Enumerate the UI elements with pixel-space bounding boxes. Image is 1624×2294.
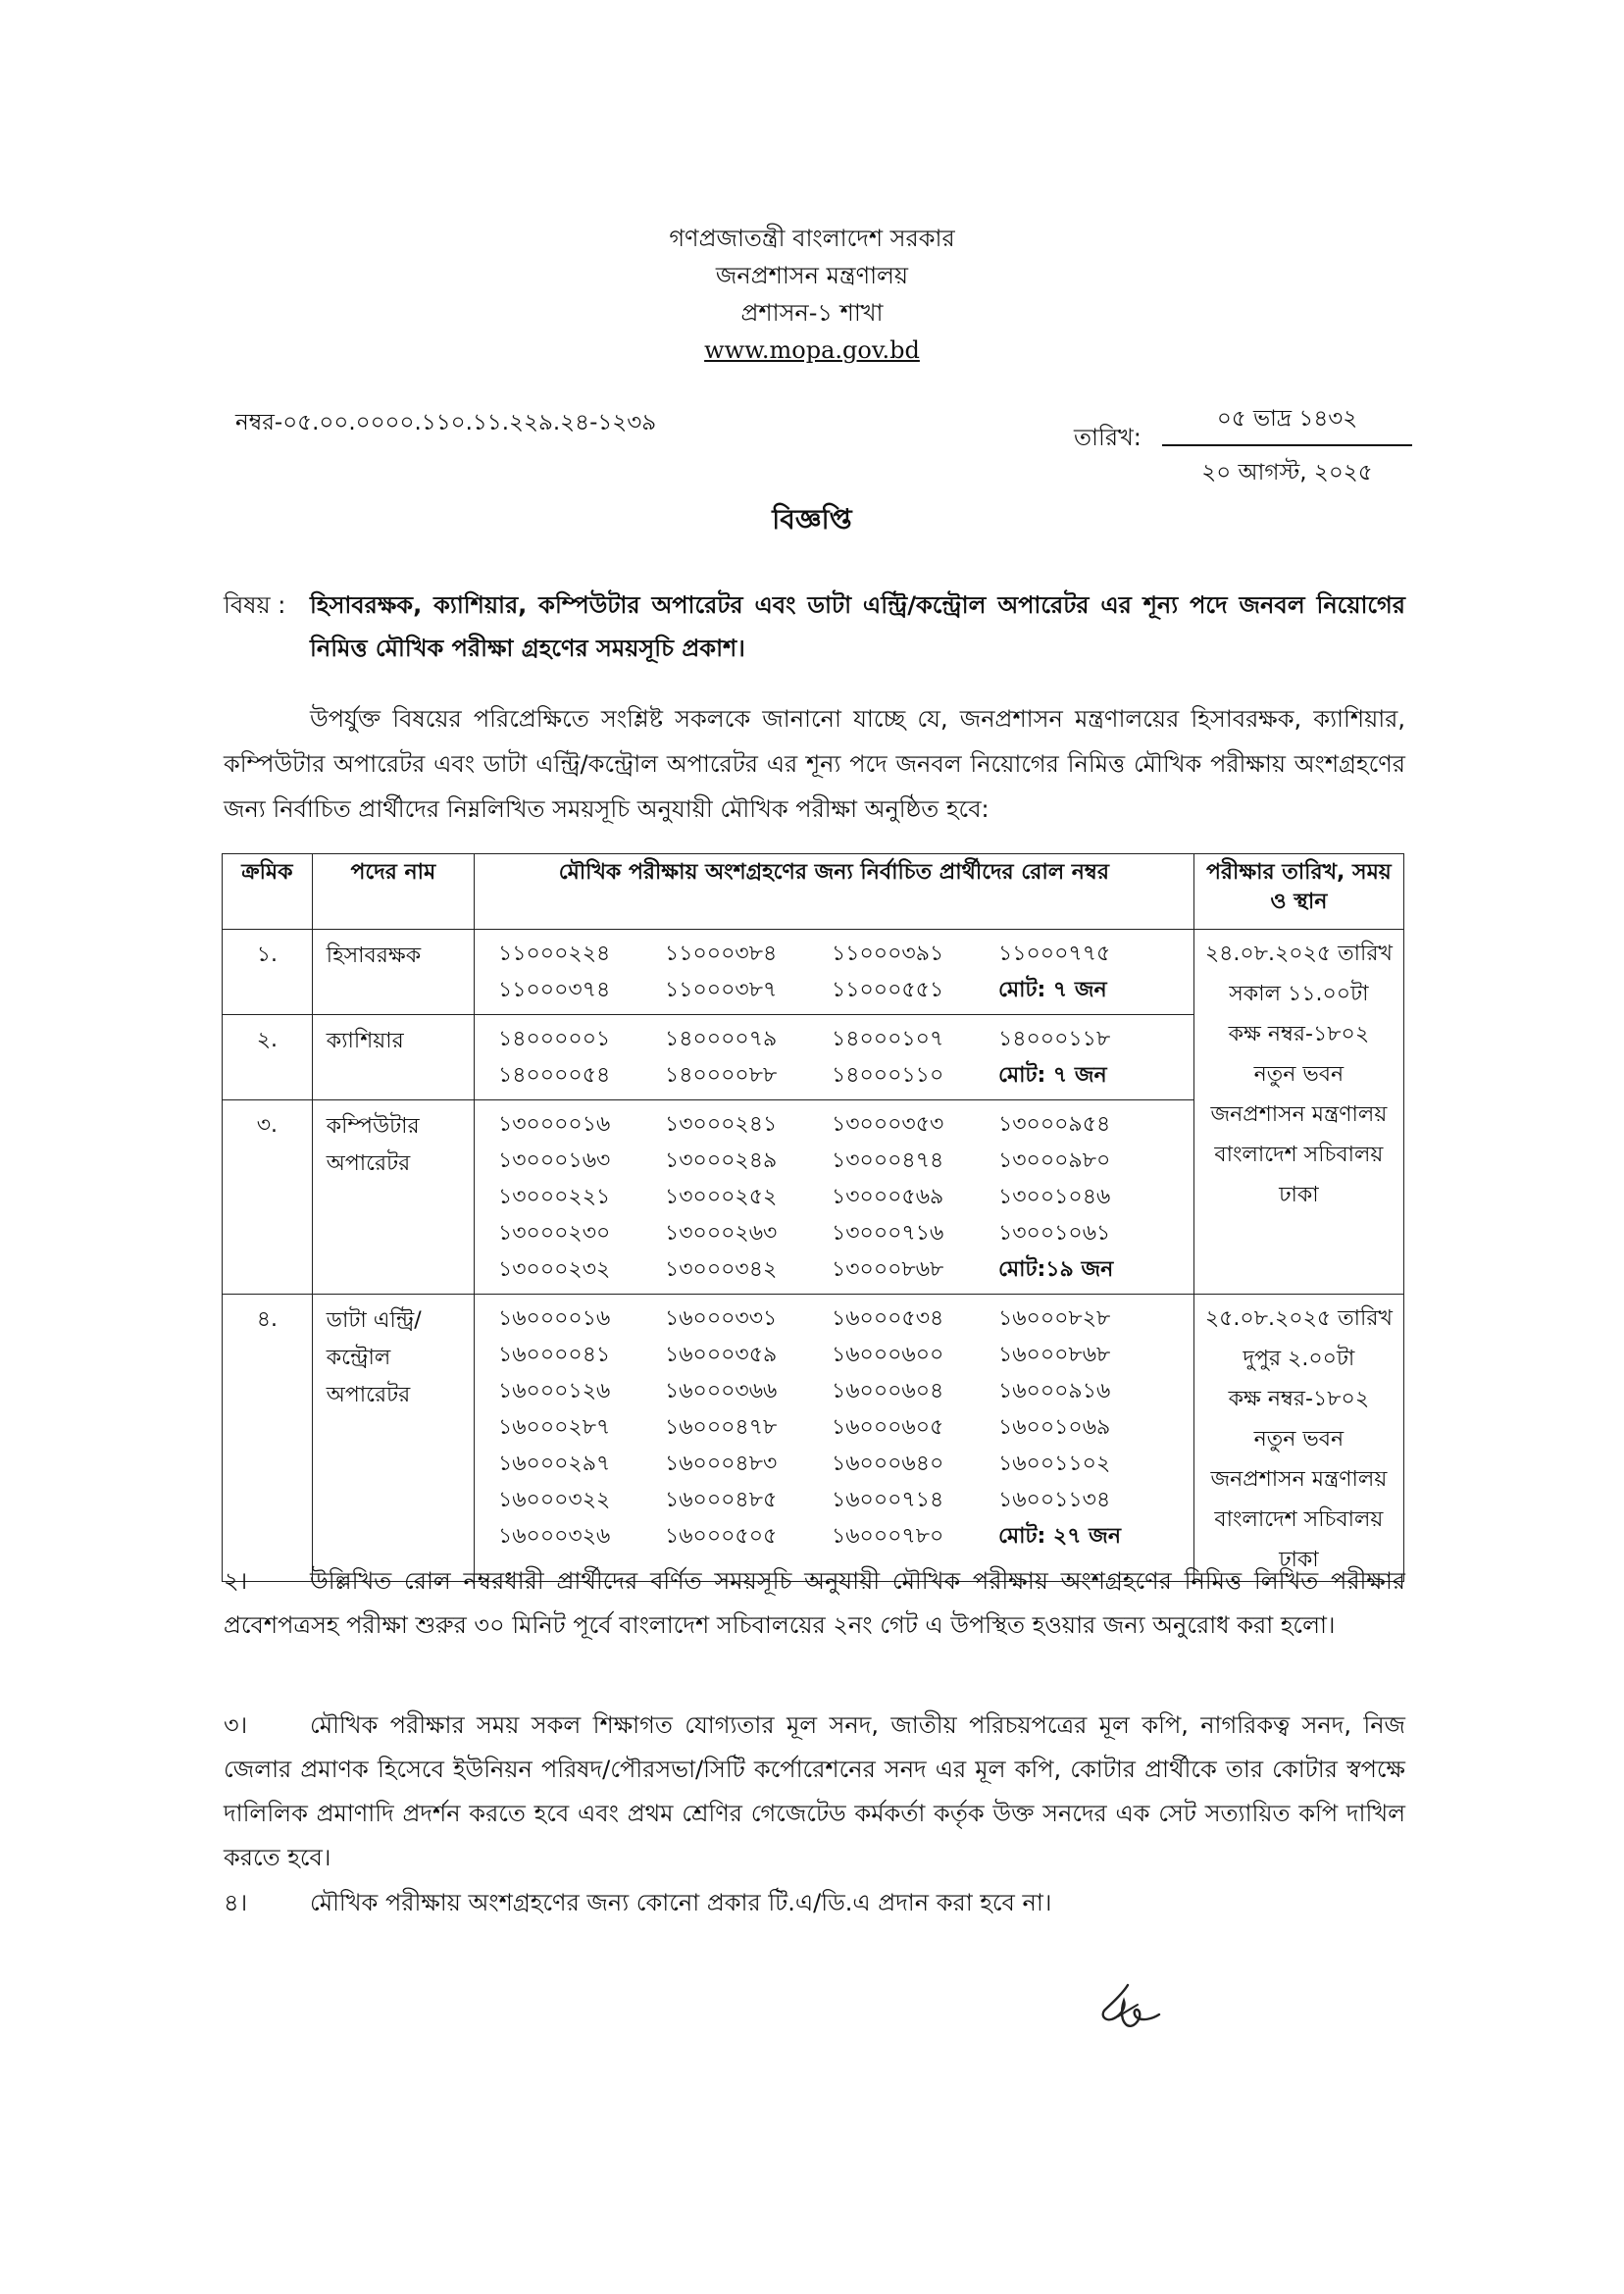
roll-number: ১৩০০০৩৫৩ bbox=[831, 1112, 944, 1137]
intro-paragraph: উপর্যুক্ত বিষয়ের পরিপ্রেক্ষিতে সংশ্লিষ্ট সকলকে জানানো যাচ্ছে যে, জনপ্রশাসন মন্ত্রণালয়ের হিসাবরক্ষক, ক্যাশিয়ার, কম্পিউটার অপারেটর এবং ডাটা এন্ট্রি/কন্ট্রোল অপারেটর এর শূন্য পদে জনবল নিয়োগের নিমিত্ত মৌখিক পরীক্ষায় অংশগ্রহণের জন্য নির্বাচিত প্রার্থীদের নিম্নলিখিত সময়সূচি অনুযায়ী মৌখিক পরীক্ষা অনুষ্ঠিত হবে: bbox=[224, 705, 1405, 823]
roll-total: মোট: ২৭ জন bbox=[997, 1524, 1121, 1549]
date-gregorian: ২০ আগস্ট, ২০২৫ bbox=[1201, 460, 1373, 485]
roll-number: ১৬০০০৪৮৫ bbox=[664, 1488, 778, 1512]
table-row bbox=[223, 930, 1404, 1015]
roll-number: ১৬০০০৬০৫ bbox=[831, 1415, 944, 1440]
roll-number: ১৪০০০০৭৯ bbox=[664, 1027, 778, 1051]
roll-number: ১৬০০০৯১৬ bbox=[997, 1379, 1111, 1403]
roll-total: মোট:১৯ জন bbox=[997, 1257, 1114, 1282]
paragraph-number: ৪। bbox=[224, 1889, 248, 1916]
roll-table bbox=[222, 853, 1404, 1582]
schedule-line: ২৪.০৮.২০২৫ তারিখ bbox=[1204, 942, 1393, 966]
roll-number: ১৬০০০৪৮৩ bbox=[664, 1452, 778, 1476]
table-header-row bbox=[223, 854, 1404, 930]
reference-number: নম্বর-০৫.০০.০০০০.১১০.১১.২২৯.২৪-১২৩৯ bbox=[235, 410, 657, 435]
schedule-line: জনপ্রশাসন মন্ত্রণালয় bbox=[1210, 1102, 1388, 1127]
roll-number: ১৬০০০৬০০ bbox=[831, 1343, 944, 1367]
roll-number: ১১০০০২২৪ bbox=[497, 942, 611, 966]
row-roll-numbers bbox=[474, 1015, 1193, 1100]
roll-number: ১১০০০৫৫১ bbox=[831, 978, 944, 1002]
row-roll-numbers bbox=[474, 1295, 1193, 1582]
roll-number: ১৬০০০৬৪০ bbox=[831, 1452, 944, 1476]
signature bbox=[1096, 1977, 1165, 2036]
schedule-line: ২৫.০৮.২০২৫ তারিখ bbox=[1204, 1306, 1393, 1331]
roll-number: ১৩০০০১৬৩ bbox=[497, 1148, 611, 1173]
roll-number: ১৩০০০৫৬৯ bbox=[831, 1185, 944, 1209]
row-post-name: ক্যাশিয়ার bbox=[312, 1015, 474, 1100]
roll-number: ১৩০০০২৪১ bbox=[664, 1112, 778, 1137]
row-serial: ৪. bbox=[223, 1295, 313, 1582]
row-serial: ৩. bbox=[223, 1100, 313, 1295]
notice-title: বিজ্ঞপ্তি bbox=[772, 503, 852, 535]
roll-number: ১১০০০৭৭৫ bbox=[997, 942, 1111, 966]
ministry-name: জনপ্রশাসন মন্ত্রণালয় bbox=[715, 262, 909, 289]
roll-number: ১৬০০১০৬৯ bbox=[997, 1415, 1111, 1440]
roll-number: ১৬০০০৩৩১ bbox=[664, 1306, 778, 1331]
schedule-line: জনপ্রশাসন মন্ত্রণালয় bbox=[1210, 1467, 1388, 1492]
subject-label: বিষয় : bbox=[224, 591, 286, 619]
row-post-name: হিসাবরক্ষক bbox=[312, 930, 474, 1015]
roll-number: ১৬০০০৫৩৪ bbox=[831, 1306, 944, 1331]
row-serial: ১. bbox=[223, 930, 313, 1015]
header-rolls: মৌখিক পরীক্ষায় অংশগ্রহণের জন্য নির্বাচিত প্রার্থীদের রোল নম্বর bbox=[474, 854, 1193, 930]
roll-number: ১৩০০১০৪৬ bbox=[997, 1185, 1111, 1209]
roll-number: ১৪০০০০০১ bbox=[497, 1027, 611, 1051]
paragraph-4 bbox=[224, 1881, 1405, 1925]
date-block bbox=[1162, 400, 1412, 492]
roll-number: ১৩০০০৪৭৪ bbox=[831, 1148, 944, 1173]
row-post-name: ডাটা এন্ট্রি/ কন্ট্রোল অপারেটর bbox=[312, 1295, 474, 1582]
roll-number: ১১০০০৩৮৭ bbox=[664, 978, 778, 1002]
roll-number: ১৬০০০৭১৪ bbox=[831, 1488, 944, 1512]
exam-schedule bbox=[1193, 930, 1403, 1295]
government-name: গণপ্রজাতন্ত্রী বাংলাদেশ সরকার bbox=[669, 225, 955, 252]
roll-number: ১৬০০০৫০৫ bbox=[664, 1524, 778, 1549]
schedule-line: নতুন ভবন bbox=[1253, 1062, 1345, 1087]
roll-number: ১৪০০০১১৮ bbox=[997, 1027, 1111, 1051]
roll-number: ১৪০০০১১০ bbox=[831, 1063, 944, 1088]
header-serial: ক্রমিক bbox=[223, 854, 313, 930]
date-label: তারিখ: bbox=[1074, 424, 1142, 451]
schedule-line: দুপুর ২.০০টা bbox=[1243, 1347, 1355, 1371]
header-schedule: পরীক্ষার তারিখ, সময় ও স্থান bbox=[1193, 854, 1403, 930]
roll-number: ১৩০০০২২১ bbox=[497, 1185, 611, 1209]
roll-number: ১৬০০০৮২৮ bbox=[997, 1306, 1111, 1331]
roll-number: ১৬০০১১৩৪ bbox=[997, 1488, 1111, 1512]
roll-number: ১৩০০০৯৫৪ bbox=[997, 1112, 1111, 1137]
roll-number: ১৩০০০২৪৯ bbox=[664, 1148, 778, 1173]
roll-number: ১৬০০০৮৬৮ bbox=[997, 1343, 1111, 1367]
roll-number: ১৩০০০৮৬৮ bbox=[831, 1257, 944, 1282]
roll-total: মোট: ৭ জন bbox=[997, 978, 1107, 1002]
roll-number: ১১০০০৩৮৪ bbox=[664, 942, 778, 966]
roll-number: ১৬০০০৬০৪ bbox=[831, 1379, 944, 1403]
schedule-line: কক্ষ নম্বর-১৮০২ bbox=[1228, 1022, 1370, 1046]
paragraph-number: ৩। bbox=[224, 1711, 248, 1739]
paragraph-text: মৌখিক পরীক্ষার সময় সকল শিক্ষাগত যোগ্যতার মূল সনদ, জাতীয় পরিচয়পত্রের মূল কপি, নাগরিকত্ব সনদ, নিজ জেলার প্রমাণক হিসেবে ইউনিয়ন পরিষদ/পৌরসভা/সিটি কর্পোরেশনের সনদ এর মূল কপি, কোটার প্রার্থীকে তার কোটার স্বপক্ষে দালিলিক প্রমাণাদি প্রদর্শন করতে হবে এবং প্রথম শ্রেণির গেজেটেড কর্মকর্তা কর্তৃক উক্ত সনদের এক সেট সত্যায়িত কপি দাখিল করতে হবে। bbox=[224, 1711, 1405, 1871]
schedule-line: সকাল ১১.০০টা bbox=[1229, 982, 1369, 1006]
roll-total: মোট: ৭ জন bbox=[997, 1063, 1107, 1088]
schedule-line: নতুন ভবন bbox=[1253, 1427, 1345, 1452]
roll-number: ১৬০০০২৮৭ bbox=[497, 1415, 611, 1440]
roll-number: ১৬০০০৭৮০ bbox=[831, 1524, 944, 1549]
roll-number: ১১০০০৩৯১ bbox=[831, 942, 944, 966]
roll-number: ১৩০০০২৩২ bbox=[497, 1257, 611, 1282]
schedule-line: কক্ষ নম্বর-১৮০২ bbox=[1228, 1387, 1370, 1411]
row-roll-numbers bbox=[474, 930, 1193, 1015]
exam-schedule bbox=[1193, 1295, 1403, 1582]
schedule-line: ঢাকা bbox=[1279, 1548, 1319, 1572]
letterhead bbox=[0, 220, 1624, 369]
row-roll-numbers bbox=[474, 1100, 1193, 1295]
paragraph-text: মৌখিক পরীক্ষায় অংশগ্রহণের জন্য কোনো প্রকার টি.এ/ডি.এ প্রদান করা হবে না। bbox=[310, 1889, 1052, 1916]
subject-block bbox=[224, 584, 1405, 670]
roll-number: ১৬০০০২৯৭ bbox=[497, 1452, 611, 1476]
paragraph-number: ২। bbox=[224, 1567, 248, 1595]
schedule-line: বাংলাদেশ সচিবালয় bbox=[1214, 1143, 1384, 1167]
row-post-name: কম্পিউটার অপারেটর bbox=[312, 1100, 474, 1295]
roll-number: ১৩০০০২৩০ bbox=[497, 1221, 611, 1246]
branch-name: প্রশাসন-১ শাখা bbox=[740, 299, 884, 327]
roll-number: ১৩০০০৩৪২ bbox=[664, 1257, 778, 1282]
roll-number: ১৩০০০০১৬ bbox=[497, 1112, 611, 1137]
website-link[interactable]: www.mopa.gov.bd bbox=[704, 336, 920, 364]
schedule-line: ঢাকা bbox=[1279, 1183, 1319, 1207]
roll-number: ১৬০০০৩৬৬ bbox=[664, 1379, 778, 1403]
roll-number: ১৬০০০০৪১ bbox=[497, 1343, 611, 1367]
date-bangla: ০৫ ভাদ্র ১৪৩২ bbox=[1162, 400, 1412, 446]
roll-number: ১৬০০০৪৭৮ bbox=[664, 1415, 778, 1440]
subject-text: হিসাবরক্ষক, ক্যাশিয়ার, কম্পিউটার অপারেটর এবং ডাটা এন্ট্রি/কন্ট্রোল অপারেটর এর শূন্য পদে জনবল নিয়োগের নিমিত্ত মৌখিক পরীক্ষা গ্রহণের সময়সূচি প্রকাশ। bbox=[310, 591, 1405, 662]
paragraph-text: উল্লিখিত রোল নম্বরধারী প্রার্থীদের বর্ণিত সময়সূচি অনুযায়ী মৌখিক পরীক্ষায় অংশগ্রহণের নিমিত্ত লিখিত পরীক্ষার প্রবেশপত্রসহ পরীক্ষা শুরুর ৩০ মিনিট পূর্বে বাংলাদেশ সচিবালয়ের ২নং গেট এ উপস্থিত হওয়ার জন্য অনুরোধ করা হলো। bbox=[224, 1567, 1405, 1639]
roll-number: ১৬০০০১২৬ bbox=[497, 1379, 611, 1403]
roll-number: ১৬০০১১০২ bbox=[997, 1452, 1111, 1476]
roll-number: ১১০০০৩৭৪ bbox=[497, 978, 611, 1002]
roll-number: ১৪০০০০৫৪ bbox=[497, 1063, 611, 1088]
row-serial: ২. bbox=[223, 1015, 313, 1100]
roll-number: ১৬০০০৩৫৯ bbox=[664, 1343, 778, 1367]
roll-number: ১৬০০০০১৬ bbox=[497, 1306, 611, 1331]
roll-number: ১৩০০১০৬১ bbox=[997, 1221, 1111, 1246]
roll-number: ১৬০০০৩২৬ bbox=[497, 1524, 611, 1549]
schedule-line: বাংলাদেশ সচিবালয় bbox=[1214, 1507, 1384, 1532]
roll-number: ১৬০০০৩২২ bbox=[497, 1488, 611, 1512]
header-post: পদের নাম bbox=[312, 854, 474, 930]
paragraph-2 bbox=[224, 1559, 1405, 1648]
paragraph-3 bbox=[224, 1704, 1405, 1880]
roll-number: ১৩০০০২৬৩ bbox=[664, 1221, 778, 1246]
roll-number: ১৪০০০০৮৮ bbox=[664, 1063, 778, 1088]
roll-number: ১৩০০০২৫২ bbox=[664, 1185, 778, 1209]
table-row bbox=[223, 1295, 1404, 1582]
roll-number: ১৩০০০৯৮০ bbox=[997, 1148, 1111, 1173]
roll-number: ১৪০০০১০৭ bbox=[831, 1027, 944, 1051]
roll-number: ১৩০০০৭১৬ bbox=[831, 1221, 944, 1246]
